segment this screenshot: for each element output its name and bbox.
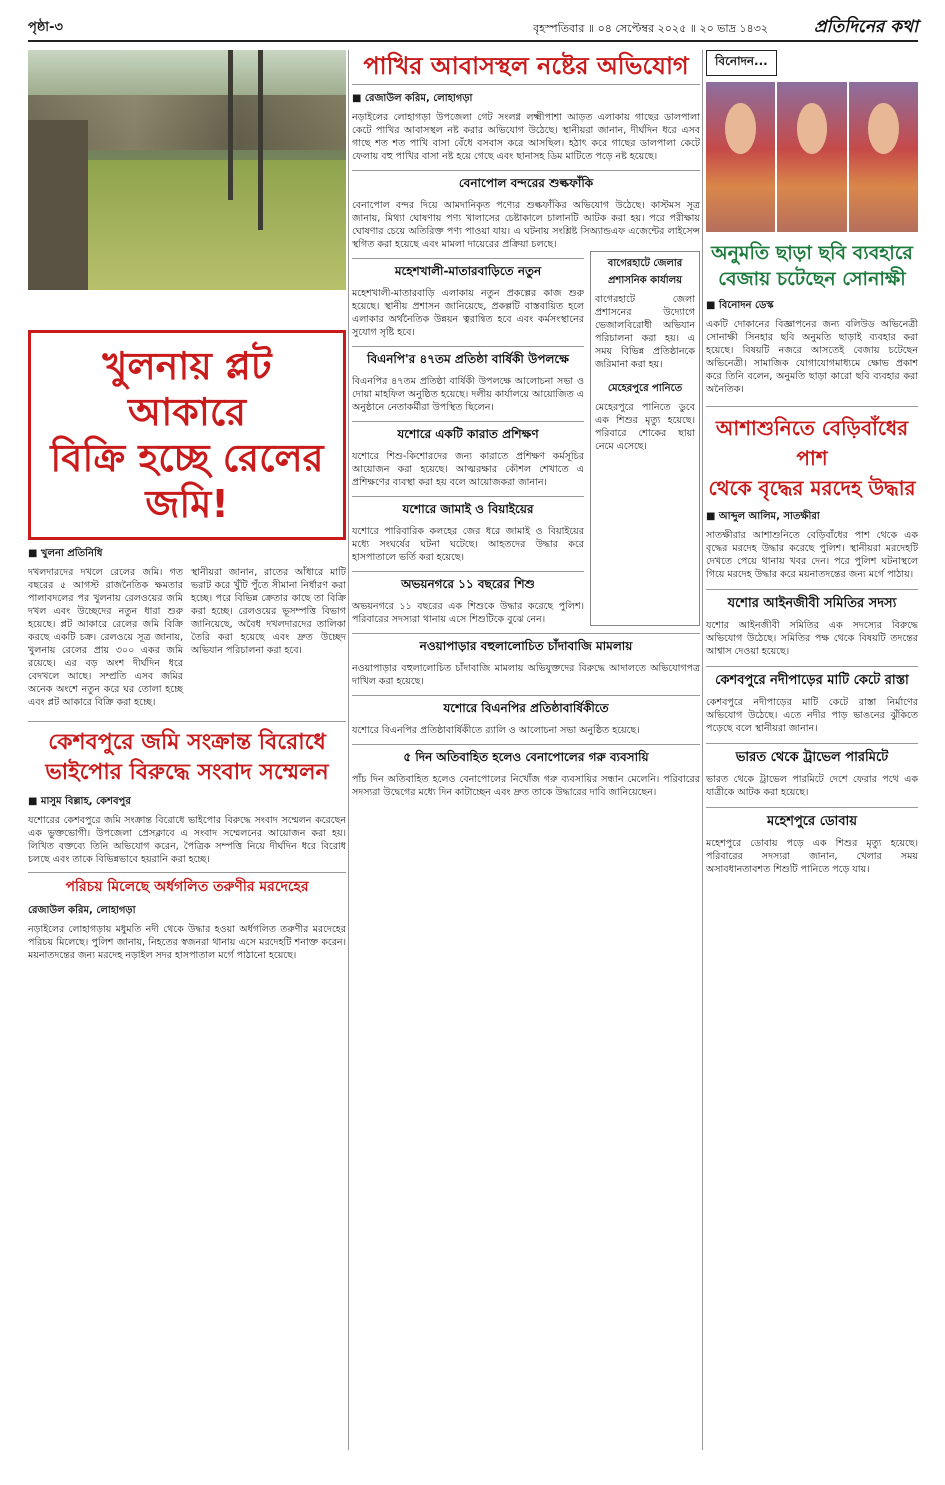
second-byline: ■ মাসুম বিল্লাহ, কেশবপুর (28, 796, 131, 807)
main-headline: খুলনায় প্লট আকারে বিক্রি হচ্ছে রেলের জমি! (28, 330, 346, 540)
main-article-text: দখলদারদের দখলে রেলের জমি। গত বছরের ৫ আগস্ট রাজনৈতিক ক্ষমতার পালাবদলের পর খুলনায় রেলওয়ের জমি দখল এবং উচ্ছেদের নতুন ধারা শুরু হয়েছে। প্লট আকারে রেলের জমি বিক্রি করছে একটি চক্র। রেলওয়ে সূত্র জানায়, খুলনায় রেলের প্রায় ৩০০ একর জমি রয়েছে। এর বড় অংশ দীর্ঘদিন ধরে বেদখলে আছে। সম্প্রতি এসব জমির অনেক অংশে নতুন করে ঘর তোলা হচ্ছে এবং প্লট আকারে বিক্রি করা হচ্ছে। (28, 567, 183, 708)
moheshkhali-text: মহেশখালী-মাতারবাড়ি এলাকায় নতুন প্রকল্পের কাজ শুরু হয়েছে। স্থানীয় প্রশাসন জানিয়েছে, প্রকল্পটি বাস্তবায়িত হলে এলাকার অর্থনৈতিক উন্নয়ন ত্বরান্বিত হবে এবং কর্মসংস্থানের সুযোগ সৃষ্টি হবে। (352, 288, 584, 338)
sonakshi-byline: ■ বিনোদন ডেস্ক (706, 300, 774, 311)
column-divider (348, 50, 349, 1450)
ashashuni-byline: ■ আব্দুল আলিম, সাতক্ষীরা (706, 511, 820, 522)
noapara-text: নওয়াপাড়ার বহুলালোচিত চাঁদাবাজি মামলায় অভিযুক্তদের বিরুদ্ধে আদালতে অভিযোগপত্র দাখিল করা হয়েছে। (352, 663, 700, 687)
sonakshi-text: একটি দোকানের বিজ্ঞাপনের জন্য বলিউড অভিনেত্রী সোনাক্ষী সিনহার ছবি অনুমতি ছাড়াই ব্যবহার করা হয়েছে। বিষয়টি নজরে আসতেই বেজায় চটেছেন অভিনেত্রী। সামাজিক যোগাযোগমাধ্যমে ক্ষোভ প্রকাশ করে তিনি বলেন, অনুমতি ছাড়া কারো ছবি ব্যবহার করা অনৈতিক। (706, 319, 918, 395)
bnp-anniversary-text: বিএনপির ৪৭তম প্রতিষ্ঠা বার্ষিকী উপলক্ষে আলোচনা সভা ও দোয়া মাহফিল অনুষ্ঠিত হয়েছে। দলীয় কার্যালয়ে আয়োজিত এ অনুষ্ঠানে নেতাকর্মীরা উপস্থিত ছিলেন। (352, 376, 584, 413)
column-left (28, 50, 346, 962)
bird-habitat-byline: ■ রেজাউল করিম, লোহাগড়া (352, 93, 473, 104)
bnp-anniversary-headline: বিএনপি'র ৪৭তম প্রতিষ্ঠা বার্ষিকী উপলক্ষে (352, 346, 584, 371)
noapara-headline: নওয়াপাড়ার বহুলালোচিত চাঁদাবাজি মামলায় (352, 633, 700, 658)
travel-permit-headline: ভারত থেকে ট্রাভেল পারমিটে (706, 743, 918, 769)
column-middle (352, 50, 700, 799)
cattle-trader-headline: ৫ দিন অতিবাহিত হলেও বেনাপোলের গরু ব্যবসায়ি (352, 744, 700, 769)
main-byline: ■ খুলনা প্রতিনিধি (28, 548, 103, 559)
ashashuni-text: সাতক্ষীরার আশাশুনিতে বেড়িবাঁধের পাশ থেকে এক বৃদ্ধের মরদেহ উদ্ধার করেছে পুলিশ। স্থানীয়রা মরদেহটি দেখতে পেয়ে থানায় খবর দেন। পরে পুলিশ ঘটনাস্থলে গিয়ে মরদেহ উদ্ধার করে ময়নাতদন্তের জন্য মর্গে পাঠায়। (706, 530, 918, 580)
third-article-text: নড়াইলের লোহাগড়ায় মধুমতি নদী থেকে উদ্ধার হওয়া অর্ধগলিত তরুণীর মরদেহের পরিচয় মিলেছে। পুলিশ জানায়, নিহতের স্বজনরা থানায় এসে মরদেহটি শনাক্ত করেন। ময়নাতদন্তের জন্য মরদেহ নড়াইল সদর হাসপাতাল মর্গে পাঠানো হয়েছে। (28, 924, 346, 961)
benapole-text: বেনাপোল বন্দর দিয়ে আমদানিকৃত পণ্যের শুল্কফাঁকির অভিযোগ উঠেছে। কাস্টমস সূত্র জানায়, মিথ্যা ঘোষণায় পণ্য খালাসের চেষ্টাকালে চালানটি আটক করা হয়। পরে পরীক্ষায় ঘোষণার চেয়ে অতিরিক্ত পণ্য পাওয়া যায়। এ ঘটনায় সংশ্লিষ্ট সিঅ্যান্ডএফ এজেন্টের লাইসেন্স স্থগিত করা হয়েছে এবং মামলা দায়েরের প্রক্রিয়া চলছে। (352, 200, 700, 250)
keshabpur-road-text: কেশবপুরে নদীপাড়ের মাটি কেটে রাস্তা নির্মাণের অভিযোগ উঠেছে। এতে নদীর পাড় ভাঙনের ঝুঁকিতে পড়েছে বলে স্থানীয়রা জানান। (706, 697, 918, 734)
second-headline: কেশবপুরে জমি সংক্রান্ত বিরোধে ভাইপোর বিরুদ্ধে সংবাদ সম্মেলন (28, 721, 346, 788)
entertainment-tag: বিনোদন... (706, 50, 777, 76)
child-text: অভয়নগরে ১১ বছরের এক শিশুকে উদ্ধার করেছে পুলিশ। পরিবারের সদস্যরা থানায় এসে শিশুটিকে বুঝে নেন। (352, 601, 584, 625)
moheshkhali-headline: মহেশখালী-মাতারবাড়িতে নতুন (352, 258, 584, 283)
bagerhat-headline: বাগেরহাটে জেলার প্রশাসনিক কার্যালয় (607, 258, 683, 286)
side-box (590, 251, 700, 626)
bird-habitat-headline: পাখির আবাসস্থল নষ্টের অভিযোগ (352, 50, 700, 85)
karate-headline: যশোরে একটি কারাত প্রশিক্ষণ (352, 421, 584, 446)
bagerhat-text: বাগেরহাটে জেলা প্রশাসনের উদ্যোগে ভেজালবিরোধী অভিযান পরিচালনা করা হয়। এ সময় বিভিন্ন প্রতিষ্ঠানকে জরিমানা করা হয়। (595, 294, 695, 370)
travel-permit-text: ভারত থেকে ট্রাভেল পারমিটে দেশে ফেরার পথে এক যাত্রীকে আটক করা হয়েছে। (706, 774, 918, 798)
sonakshi-photo (706, 82, 918, 232)
jessore-bnp-text: যশোরে বিএনপির প্রতিষ্ঠাবার্ষিকীতে র‌্যালি ও আলোচনা সভা অনুষ্ঠিত হয়েছে। (352, 725, 640, 736)
third-headline: পরিচয় মিলেছে অর্ধগলিত তরুণীর মরদেহের (28, 872, 346, 897)
column-divider (702, 50, 703, 1450)
cattle-trader-text: পাঁচ দিন অতিবাহিত হলেও বেনাপোলের নিখোঁজ গরু ব্যবসায়ির সন্ধান মেলেনি। পরিবারের সদস্যরা উদ্বেগের মধ্যে দিন কাটাচ্ছেন এবং দ্রুত তাকে উদ্ধারের দাবি জানিয়েছেন। (352, 774, 700, 798)
jamai-text: যশোরে পারিবারিক কলহের জের ধরে জামাই ও বিয়াইয়ের মধ্যে সংঘর্ষের ঘটনা ঘটেছে। আহতদের উদ্ধার করে হাসপাতালে ভর্তি করা হয়েছে। (352, 526, 584, 563)
ashashuni-headline: আশাশুনিতে বেড়িবাঁধের পাশ থেকে বৃদ্ধের মরদেহ উদ্ধার (706, 406, 918, 503)
maheshpur-headline: মহেশপুরে ডোবায় (706, 807, 918, 833)
lawyer-text: যশোর আইনজীবী সমিতির এক সদস্যের বিরুদ্ধে অভিযোগ উঠেছে। সমিতির পক্ষ থেকে বিষয়টি তদন্তের আশ্বাস দেওয়া হয়েছে। (706, 620, 918, 657)
rail-land-photo (28, 50, 346, 290)
bird-habitat-text: নড়াইলের লোহাগড়া উপজেলা গেট সংলগ্ন লক্ষ্মীপাশা আড়ত এলাকায় গাছের ডালপালা কেটে পাখির আবাসস্থল নষ্ট করার অভিযোগ উঠেছে। স্থানীয়রা জানান, দীর্ঘদিন ধরে এসব গাছে শত শত পাখি বাসা বেঁধে বসবাস করে আসছিল। হঠাৎ করে গাছের ডালপালা কেটে ফেলায় বহু পাখির বাসা নষ্ট হয়ে গেছে এবং ছানাসহ ডিম মাটিতে পড়ে নষ্ট হয়েছে। (352, 112, 700, 162)
jamai-headline: যশোরে জামাই ও বিয়াইয়ের (352, 496, 584, 521)
date-line: বৃহস্পতিবার ॥ ০৪ সেপ্টেম্বর ২০২৫ ॥ ২০ ভাদ্র ১৪৩২ (533, 22, 768, 35)
third-byline: রেজাউল করিম, লোহাগড়া (28, 905, 136, 916)
jessore-bnp-headline: যশোরে বিএনপির প্রতিষ্ঠাবার্ষিকীতে (352, 695, 700, 720)
page-number: পৃষ্ঠা-৩ (28, 20, 63, 35)
maheshpur-text: মহেশপুরে ডোবায় পড়ে এক শিশুর মৃত্যু হয়েছে। পরিবারের সদস্যরা জানান, খেলার সময় অসাবধানতাবশত শিশুটি পানিতে পড়ে যায়। (706, 838, 918, 875)
keshabpur-road-headline: কেশবপুরে নদীপাড়ের মাটি কেটে রাস্তা (706, 666, 918, 692)
lawyer-headline: যশোর আইনজীবী সমিতির সদস্য (706, 589, 918, 615)
column-right (706, 50, 918, 876)
meherpur-headline: মেহেরপুরে পানিতে (607, 383, 683, 394)
sonakshi-headline: অনুমতি ছাড়া ছবি ব্যবহারে বেজায় চটেছেন সোনাক্ষী (711, 242, 913, 290)
newspaper-logo: প্রতিদিনের কথা (813, 17, 918, 37)
main-article-text-2: স্থানীয়রা জানান, রাতের আঁধারে মাটি ভরাট করে খুঁটি পুঁতে সীমানা নির্ধারণ করা হচ্ছে। পরে বিভিন্ন ক্রেতার কাছে তা বিক্রি করা হচ্ছে। রেলওয়ের ভূসম্পত্তি বিভাগ জানিয়েছে, অবৈধ দখলদারদের তালিকা তৈরি করা হয়েছে এবং দ্রুত উচ্ছেদ অভিযান পরিচালনা করা হবে। (191, 567, 346, 656)
karate-text: যশোরে শিশু-কিশোরদের জন্য কারাতে প্রশিক্ষণ কর্মসূচির আয়োজন করা হয়েছে। আত্মরক্ষার কৌশল শেখাতে এ প্রশিক্ষণের ব্যবস্থা করা হয় বলে আয়োজকরা জানান। (352, 451, 584, 488)
child-headline: অভয়নগরে ১১ বছরের শিশু (352, 571, 584, 596)
second-article-text: যশোরের কেশবপুরে জমি সংক্রান্ত বিরোধে ভাইপোর বিরুদ্ধে সংবাদ সম্মেলন করেছেন এক ভুক্তভোগী। উপজেলা প্রেসক্লাবে এ সংবাদ সম্মেলনের আয়োজন করা হয়। লিখিত বক্তব্যে তিনি অভিযোগ করেন, পৈত্রিক সম্পত্তি নিয়ে দীর্ঘদিন ধরে বিরোধ চলছে এবং তাকে বিভিন্নভাবে হয়রানি করা হচ্ছে। (28, 815, 346, 865)
benapole-headline: বেনাপোল বন্দরের শুল্কফাঁকি (352, 170, 700, 195)
masthead (28, 14, 918, 42)
meherpur-text: মেহেরপুরে পানিতে ডুবে এক শিশুর মৃত্যু হয়েছে। পরিবারে শোকের ছায়া নেমে এসেছে। (595, 402, 695, 452)
